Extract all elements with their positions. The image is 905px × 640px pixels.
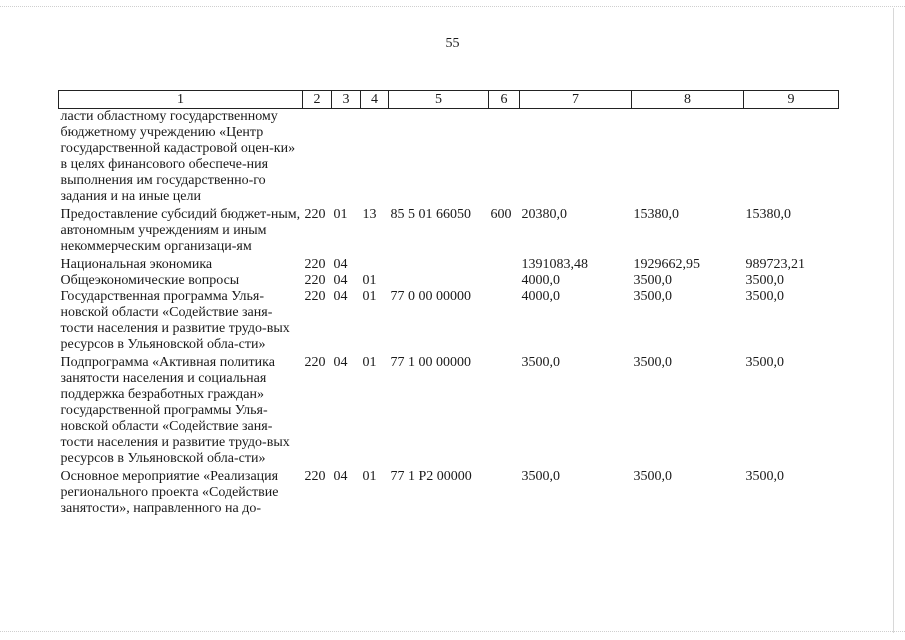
row-name: Основное мероприятие «Реализация регионального проекта «Содействие занятости», направленного на до- bbox=[60, 469, 279, 516]
row-amount-2: 15380,0 bbox=[633, 207, 679, 222]
row-amount-1: 4000,0 bbox=[521, 289, 560, 304]
row-name: ласти областному государственному бюджетному учреждению «Центр государственной кадастровой оцен-ки» в целях финансового обеспече-ния выполнения им государственно-го задания и на иные цели bbox=[60, 109, 296, 204]
table-row bbox=[59, 289, 839, 355]
row-name: Подпрограмма «Активная политика занятости населения и социальная поддержка безработных граждан» государственной программы Улья-новской области «Содействие заня-тости населения и развитие трудо-вых ресурсов в Ульяновской обла-сти» bbox=[60, 355, 290, 466]
row-target-code: 77 1 00 00000 bbox=[390, 355, 471, 370]
row-subsection bbox=[361, 109, 389, 208]
row-name: Национальная экономика bbox=[60, 257, 213, 272]
row-subsection: 01 bbox=[362, 273, 377, 288]
row-ministry: 220 bbox=[304, 355, 326, 370]
header-row bbox=[59, 91, 839, 109]
row-target-code: 77 1 P2 00000 bbox=[390, 469, 472, 484]
row-target-code bbox=[389, 257, 489, 273]
row-amount-2: 3500,0 bbox=[633, 289, 672, 304]
row-subsection: 13 bbox=[362, 207, 377, 222]
row-subsection: 01 bbox=[362, 289, 377, 304]
row-ministry: 220 bbox=[304, 257, 326, 272]
table-row bbox=[59, 355, 839, 469]
row-amount-1 bbox=[520, 109, 632, 208]
bottom-scan-edge bbox=[0, 631, 905, 632]
right-scan-edge bbox=[893, 8, 895, 633]
row-amount-2: 3500,0 bbox=[633, 355, 672, 370]
row-ministry: 220 bbox=[304, 207, 326, 222]
row-amount-1: 1391083,48 bbox=[521, 257, 588, 272]
row-amount-1: 4000,0 bbox=[521, 273, 560, 288]
row-amount-3: 3500,0 bbox=[745, 273, 784, 288]
col-header-8: 8 bbox=[632, 91, 744, 109]
budget-table bbox=[58, 90, 839, 517]
table-row bbox=[59, 469, 839, 517]
row-section: 04 bbox=[333, 355, 348, 370]
row-ministry: 220 bbox=[304, 469, 326, 484]
row-name: Государственная программа Улья-новской области «Содействие заня-тости населения и развитие трудо-вых ресурсов в Ульяновской обла-сти» bbox=[60, 289, 290, 352]
row-amount-3: 3500,0 bbox=[745, 469, 784, 484]
row-amount-1: 3500,0 bbox=[521, 355, 560, 370]
row-expense-type: 600 bbox=[490, 207, 512, 222]
row-section: 01 bbox=[333, 207, 348, 222]
row-expense-type bbox=[489, 273, 520, 289]
page-number: 55 bbox=[445, 36, 460, 51]
table-row bbox=[59, 257, 839, 273]
row-name: Общеэкономические вопросы bbox=[60, 273, 240, 288]
row-amount-2: 3500,0 bbox=[633, 469, 672, 484]
col-header-1: 1 bbox=[59, 91, 303, 109]
row-amount-3: 15380,0 bbox=[745, 207, 791, 222]
row-subsection bbox=[361, 257, 389, 273]
col-header-3: 3 bbox=[332, 91, 361, 109]
row-amount-1: 3500,0 bbox=[521, 469, 560, 484]
row-amount-2: 1929662,95 bbox=[633, 257, 700, 272]
col-header-7: 7 bbox=[520, 91, 632, 109]
row-subsection: 01 bbox=[362, 355, 377, 370]
col-header-9: 9 bbox=[744, 91, 839, 109]
col-header-5: 5 bbox=[389, 91, 489, 109]
row-section: 04 bbox=[333, 289, 348, 304]
table-row bbox=[59, 207, 839, 257]
row-amount-3 bbox=[744, 109, 839, 208]
row-section: 04 bbox=[333, 257, 348, 272]
row-subsection: 01 bbox=[362, 469, 377, 484]
row-section: 04 bbox=[333, 273, 348, 288]
row-expense-type bbox=[489, 257, 520, 273]
row-expense-type bbox=[489, 109, 520, 208]
row-target-code: 85 5 01 66050 bbox=[390, 207, 471, 222]
row-expense-type bbox=[489, 289, 520, 355]
row-target-code bbox=[389, 109, 489, 208]
row-amount-2: 3500,0 bbox=[633, 273, 672, 288]
row-name: Предоставление субсидий бюджет-ным, автономным учреждениям и иным некоммерческим организаци-ям bbox=[60, 207, 301, 254]
col-header-2: 2 bbox=[303, 91, 332, 109]
row-ministry: 220 bbox=[304, 273, 326, 288]
col-header-6: 6 bbox=[489, 91, 520, 109]
row-amount-3: 3500,0 bbox=[745, 355, 784, 370]
row-amount-1: 20380,0 bbox=[521, 207, 567, 222]
row-amount-2 bbox=[632, 109, 744, 208]
row-target-code: 77 0 00 00000 bbox=[390, 289, 471, 304]
row-amount-3: 3500,0 bbox=[745, 289, 784, 304]
row-target-code bbox=[389, 273, 489, 289]
row-expense-type bbox=[489, 469, 520, 517]
top-scan-edge bbox=[0, 6, 905, 8]
row-section bbox=[332, 109, 361, 208]
row-section: 04 bbox=[333, 469, 348, 484]
col-header-4: 4 bbox=[361, 91, 389, 109]
row-ministry bbox=[303, 109, 332, 208]
row-amount-3: 989723,21 bbox=[745, 257, 805, 272]
row-expense-type bbox=[489, 355, 520, 469]
row-ministry: 220 bbox=[304, 289, 326, 304]
table-row bbox=[59, 273, 839, 289]
table-row bbox=[59, 109, 839, 208]
